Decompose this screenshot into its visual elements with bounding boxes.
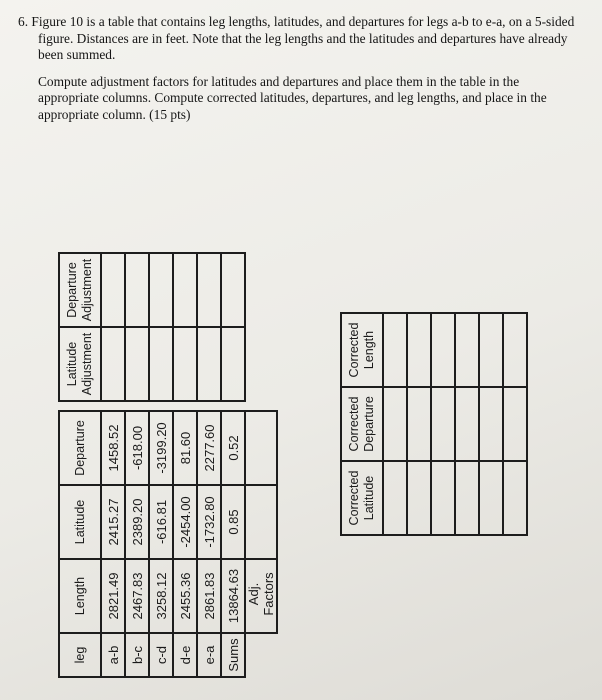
table-row bbox=[101, 253, 125, 677]
header-departure: Departure bbox=[59, 411, 101, 485]
cell-adj-factors-label: Adj. Factors bbox=[245, 559, 277, 633]
cell-dep-adj-blank bbox=[101, 253, 125, 327]
lead-space bbox=[431, 535, 455, 678]
blank-cell bbox=[383, 461, 407, 535]
blank-cell bbox=[407, 313, 431, 387]
cell-dep-adj-blank bbox=[173, 253, 197, 327]
secondary-header-row bbox=[341, 313, 383, 678]
cell-leg: d-e bbox=[173, 633, 197, 677]
table-row bbox=[455, 313, 479, 678]
cell-length: 2455.36 bbox=[173, 559, 197, 633]
blank-cell bbox=[503, 313, 527, 387]
cell-sum-length: 13864.63 bbox=[221, 559, 245, 633]
spacer-row bbox=[278, 313, 341, 678]
table-row bbox=[383, 313, 407, 678]
cell-departure: -618.00 bbox=[125, 411, 149, 485]
cell-departure: 1458.52 bbox=[101, 411, 125, 485]
corrected-values-table bbox=[278, 312, 528, 678]
cell-latitude: 2389.20 bbox=[125, 485, 149, 559]
cell-lat-adj-factor-blank bbox=[245, 485, 277, 559]
question-text bbox=[18, 14, 578, 123]
header-leg: leg bbox=[59, 633, 101, 677]
cell-dep-adj-factor-blank bbox=[245, 411, 277, 485]
cell-dep-adj-blank bbox=[125, 253, 149, 327]
cell-lat-adj-blank bbox=[101, 327, 125, 401]
lead-space bbox=[455, 535, 479, 678]
column-gap bbox=[101, 401, 125, 411]
figure-10-photo bbox=[58, 148, 550, 678]
cell-dep-adj-blank bbox=[197, 253, 221, 327]
rotated-table-container bbox=[58, 252, 528, 678]
column-gap bbox=[197, 401, 221, 411]
header-departure-adjustment: Departure Adjustment bbox=[59, 253, 101, 327]
lead-space bbox=[383, 535, 407, 678]
table-row bbox=[503, 313, 527, 678]
adj-factors-row bbox=[245, 253, 277, 677]
lead-space bbox=[503, 535, 527, 678]
header-corrected-length: Corrected Length bbox=[341, 313, 383, 387]
lead-space bbox=[341, 535, 383, 678]
lead-space bbox=[479, 535, 503, 678]
header-corrected-latitude: Corrected Latitude bbox=[341, 461, 383, 535]
column-gap bbox=[149, 401, 173, 411]
blank-cell bbox=[503, 461, 527, 535]
cell-length: 2861.83 bbox=[197, 559, 221, 633]
empty-cell bbox=[245, 253, 277, 327]
cell-departure: 81.60 bbox=[173, 411, 197, 485]
cell-lat-adj-blank bbox=[125, 327, 149, 401]
question-paragraph-2: Compute adjustment factors for latitudes and departures and place them in the table in the appropriate columns. Compute corrected latitudes, departures, and leg lengths, and place in the appropriate column. (15 pts) bbox=[38, 73, 547, 122]
cell-leg: e-a bbox=[197, 633, 221, 677]
cell-length: 2821.49 bbox=[101, 559, 125, 633]
blank-cell bbox=[383, 387, 407, 461]
cell-latitude: -616.81 bbox=[149, 485, 173, 559]
cell-lat-adj-blank bbox=[221, 327, 245, 401]
cell-lat-adj-blank bbox=[173, 327, 197, 401]
cell-sum-departure: 0.52 bbox=[221, 411, 245, 485]
cell-length: 2467.83 bbox=[125, 559, 149, 633]
blank-cell bbox=[479, 461, 503, 535]
cell-departure: 2277.60 bbox=[197, 411, 221, 485]
column-gap bbox=[173, 401, 197, 411]
cell-leg: b-c bbox=[125, 633, 149, 677]
table-row bbox=[407, 313, 431, 678]
table-row bbox=[197, 253, 221, 677]
empty-cell bbox=[245, 633, 277, 677]
leg-data-table bbox=[58, 252, 278, 678]
cell-leg: c-d bbox=[149, 633, 173, 677]
table-row bbox=[173, 253, 197, 677]
cell-latitude: -1732.80 bbox=[197, 485, 221, 559]
table-row bbox=[431, 313, 455, 678]
cell-lat-adj-blank bbox=[149, 327, 173, 401]
spacer bbox=[278, 313, 341, 678]
blank-cell bbox=[455, 461, 479, 535]
table-row bbox=[479, 313, 503, 678]
table-header-row bbox=[59, 253, 101, 677]
cell-lat-adj-blank bbox=[197, 327, 221, 401]
blank-cell bbox=[455, 387, 479, 461]
header-latitude-adjustment: Latitude Adjustment bbox=[59, 327, 101, 401]
table-row bbox=[125, 253, 149, 677]
blank-cell bbox=[503, 387, 527, 461]
cell-length: 3258.12 bbox=[149, 559, 173, 633]
column-gap bbox=[221, 401, 245, 411]
blank-cell bbox=[383, 313, 407, 387]
column-gap bbox=[245, 401, 277, 411]
cell-departure: -3199.20 bbox=[149, 411, 173, 485]
lead-space bbox=[407, 535, 431, 678]
blank-cell bbox=[479, 313, 503, 387]
column-gap bbox=[125, 401, 149, 411]
column-gap bbox=[59, 401, 101, 411]
cell-latitude: 2415.27 bbox=[101, 485, 125, 559]
blank-cell bbox=[455, 313, 479, 387]
blank-cell bbox=[407, 387, 431, 461]
cell-sums-label: Sums bbox=[221, 633, 245, 677]
cell-dep-adj-blank bbox=[221, 253, 245, 327]
blank-cell bbox=[431, 313, 455, 387]
table-row bbox=[149, 253, 173, 677]
empty-cell bbox=[245, 327, 277, 401]
header-length: Length bbox=[59, 559, 101, 633]
cell-sum-latitude: 0.85 bbox=[221, 485, 245, 559]
blank-cell bbox=[479, 387, 503, 461]
cell-dep-adj-blank bbox=[149, 253, 173, 327]
blank-cell bbox=[431, 461, 455, 535]
header-latitude: Latitude bbox=[59, 485, 101, 559]
cell-latitude: -2454.00 bbox=[173, 485, 197, 559]
blank-cell bbox=[431, 387, 455, 461]
header-corrected-departure: Corrected Departure bbox=[341, 387, 383, 461]
cell-leg: a-b bbox=[101, 633, 125, 677]
question-paragraph-1: 6. Figure 10 is a table that contains leg lengths, latitudes, and departures for legs a-b to e-a, on a 5-sided figure. Distances are in feet. Note that the leg lengths and the latitudes and departures have already been summed. bbox=[18, 14, 575, 62]
sums-row bbox=[221, 253, 245, 677]
blank-cell bbox=[407, 461, 431, 535]
